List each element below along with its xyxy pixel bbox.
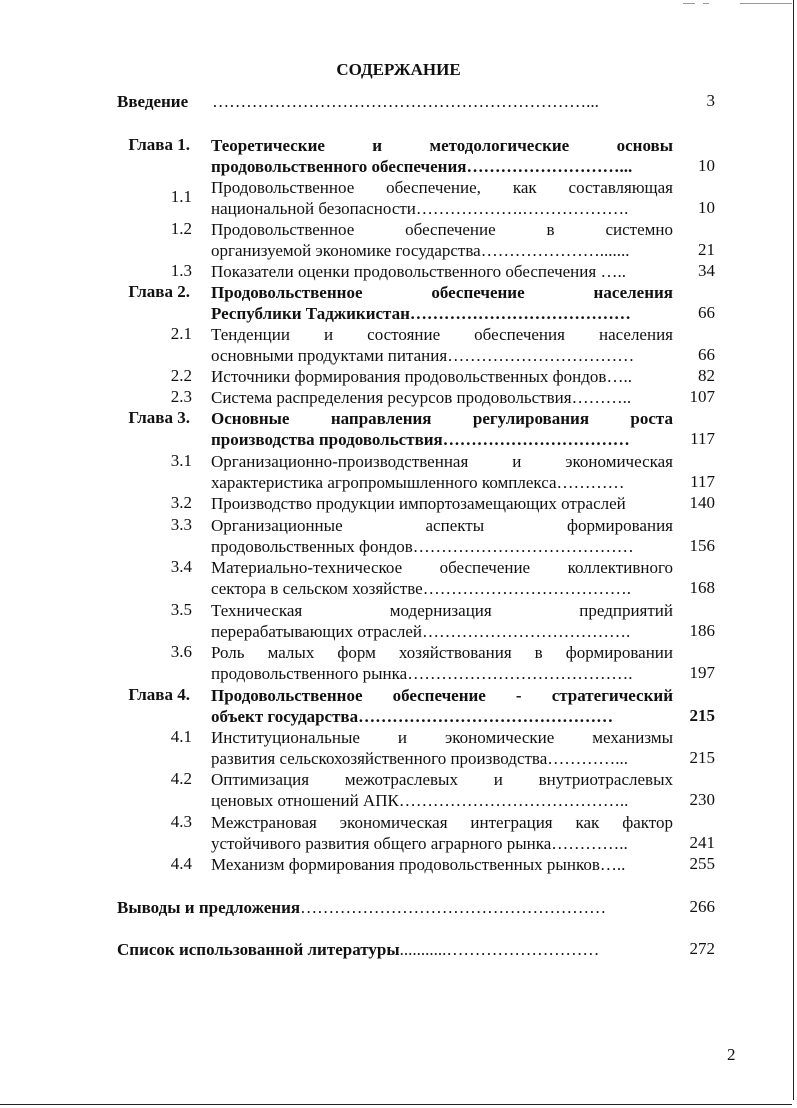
toc-line: перерабатывающих отраслей………………………………. (211, 622, 631, 641)
toc-section-number: 1.1 (170, 187, 192, 206)
toc-line: Механизм формирования продовольственных рынков….. (211, 855, 626, 874)
toc-section-number: 2.2 (170, 366, 192, 385)
toc-page-number: 117 (690, 429, 715, 448)
toc-entry-label: Введение (117, 92, 189, 111)
toc-section-title (211, 812, 673, 854)
toc-page-number: 186 (689, 621, 715, 640)
toc-section-number: 2.3 (170, 387, 192, 406)
toc-line: ценовых отношений АПК………………………………….. (211, 791, 629, 810)
toc-section-title (211, 600, 673, 642)
toc-line: Продовольственное обеспечение - стратегический (211, 686, 673, 705)
toc-page-number: 255 (689, 854, 715, 873)
dot-leader: ……………………………………………… (300, 898, 607, 917)
toc-section-number: 1.2 (170, 219, 192, 238)
toc-section-number: 4.1 (170, 727, 192, 746)
toc-section-title (211, 366, 673, 387)
toc-line: Продовольственное обеспечение, как составляющая (211, 178, 673, 197)
toc-page-number: 230 (689, 790, 715, 809)
toc-page-number: 197 (689, 663, 715, 682)
toc-line: характеристика агропромышленного комплекса………… (211, 473, 625, 492)
toc-page-number: 140 (689, 493, 715, 512)
toc-chapter-title (211, 685, 673, 727)
toc-line: Оптимизация межотраслевых и внутриотраслевых (211, 770, 673, 789)
toc-entry-label: Выводы и предложения (117, 898, 301, 917)
toc-entry-line (117, 897, 673, 918)
toc-line: Институциональные и экономические механизмы (211, 728, 673, 747)
toc-section-title (211, 387, 673, 408)
toc-line: Материально-техническое обеспечение коллективного (211, 558, 673, 577)
toc-section-title (211, 324, 673, 366)
toc-line: развития сельскохозяйственного производства…………... (211, 749, 629, 768)
scan-mark (683, 3, 695, 4)
toc-line: Теоретические и методологические основы (211, 136, 673, 155)
toc-line: Организационные аспекты формирования (211, 516, 673, 535)
toc-section-title (211, 769, 673, 811)
dot-leader: ...........……………………… (399, 940, 600, 959)
page-frame-bottom (0, 1104, 792, 1105)
toc-page-number: 156 (689, 536, 715, 555)
toc-page-number: 266 (689, 897, 715, 916)
toc-chapter-number: Глава 1. (128, 135, 190, 154)
toc-line: продовольственных фондов………………………………… (211, 537, 634, 556)
toc-page-number: 10 (698, 156, 715, 175)
toc-page-number: 215 (689, 748, 715, 767)
toc-line: Система распределения ресурсов продовольствия……….. (211, 388, 632, 407)
toc-section-number: 2.1 (170, 324, 192, 343)
toc-section-title (211, 727, 673, 769)
scan-mark (740, 3, 792, 4)
toc-page-number: 241 (689, 833, 715, 852)
toc-entry-line (117, 939, 673, 960)
toc-line: объект государства……………………………………… (211, 707, 614, 726)
toc-page-number: 21 (698, 240, 715, 259)
toc-section-title (211, 177, 673, 219)
toc-section-number: 3.1 (170, 451, 192, 470)
toc-entry-label: Список использованной литературы (117, 940, 400, 959)
toc-line: основными продуктами питания…………………………… (211, 346, 635, 365)
dot-leader: …………………………………………………………... (212, 92, 599, 111)
toc-chapter-number: Глава 2. (128, 282, 190, 301)
toc-line: Производство продукции импортозамещающих отраслей (211, 494, 626, 513)
toc-section-title (211, 854, 673, 875)
toc-section-title (211, 219, 673, 261)
toc-page-number: 66 (698, 303, 715, 322)
page-frame-right (793, 0, 794, 1100)
toc-section-title (211, 515, 673, 557)
toc-page-number: 10 (698, 198, 715, 217)
page-title: СОДЕРЖАНИЕ (336, 60, 461, 79)
toc-line: Республики Таджикистан………………………………… (211, 304, 631, 323)
toc-line: национальной безопасности……………….………………. (211, 199, 629, 218)
toc-section-title (211, 642, 673, 684)
toc-section-number: 3.5 (170, 600, 192, 619)
toc-section-title (211, 261, 673, 282)
toc-section-title (211, 557, 673, 599)
toc-page-number: 34 (698, 261, 715, 280)
toc-chapter-title (211, 135, 673, 177)
toc-line: Роль малых форм хозяйствования в формировании (211, 643, 673, 662)
page-number: 2 (727, 1045, 736, 1064)
toc-section-number: 4.3 (170, 812, 192, 831)
toc-line: продовольственного обеспечения………………………... (211, 157, 633, 176)
toc-section-number: 3.2 (170, 493, 192, 512)
toc-line: Техническая модернизация предприятий (211, 601, 673, 620)
toc-line: Показатели оценки продовольственного обеспечения ….. (211, 262, 626, 281)
toc-section-number: 3.3 (170, 515, 192, 534)
toc-line: сектора в сельском хозяйстве………………………………. (211, 579, 631, 598)
toc-entry-line (117, 91, 673, 112)
toc-page-number: 3 (706, 91, 715, 110)
toc-page-number: 168 (689, 578, 715, 597)
toc-section-number: 4.2 (170, 769, 192, 788)
toc-section-title (211, 493, 673, 514)
toc-section-number: 3.4 (170, 557, 192, 576)
toc-line: Источники формирования продовольственных фондов….. (211, 367, 632, 386)
toc-line: Продовольственное обеспечение населения (211, 283, 673, 302)
toc-line: организуемой экономике государства…………………....... (211, 241, 630, 260)
toc-line: производства продовольствия…………………………… (211, 430, 630, 449)
toc-line: Тенденции и состояние обеспечения населения (211, 325, 673, 344)
toc-section-number: 1.3 (170, 261, 192, 280)
toc-line: Основные направления регулирования роста (211, 409, 673, 428)
toc-page-number: 82 (698, 366, 715, 385)
toc-line: Продовольственное обеспечение в системно (211, 220, 673, 239)
toc-line: Межстрановая экономическая интеграция как фактор (211, 813, 673, 832)
toc-page-number: 215 (689, 706, 715, 725)
toc-line: продовольственного рынка…………………………………. (211, 664, 633, 683)
toc-chapter-title (211, 282, 673, 324)
toc-chapter-number: Глава 4. (128, 685, 190, 704)
toc-chapter-title (211, 408, 673, 450)
toc-section-number: 4.4 (170, 854, 192, 873)
toc-page-number: 66 (698, 345, 715, 364)
toc-section-number: 3.6 (170, 642, 192, 661)
toc-section-title (211, 451, 673, 493)
toc-line: устойчивого развития общего аграрного рынка………….. (211, 834, 628, 853)
scan-mark (703, 3, 709, 4)
toc-page-number: 117 (690, 472, 715, 491)
toc-page-number: 272 (689, 939, 715, 958)
toc-line: Организационно-производственная и экономическая (211, 452, 673, 471)
toc-chapter-number: Глава 3. (128, 408, 190, 427)
toc-page-number: 107 (689, 387, 715, 406)
